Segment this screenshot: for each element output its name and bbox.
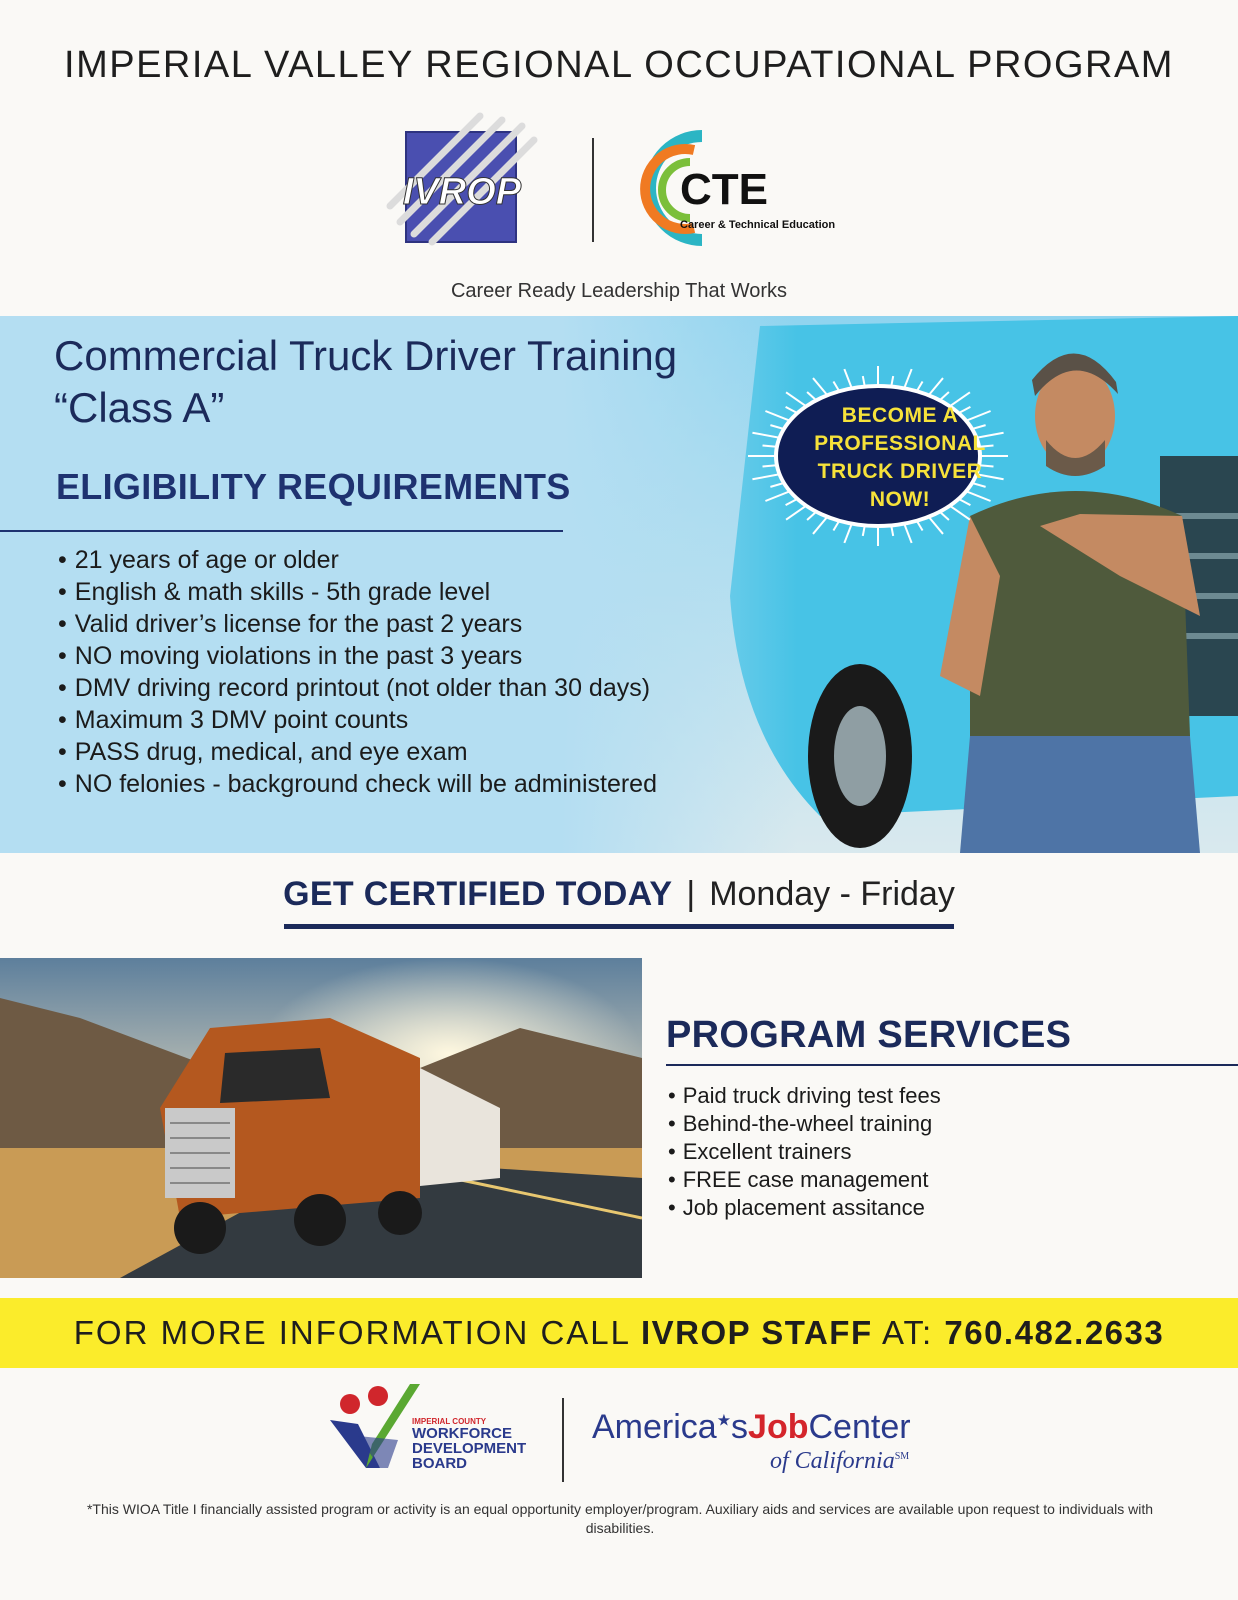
service-item: • Job placement assitance	[668, 1194, 941, 1222]
ajc-part4: Center	[808, 1408, 911, 1446]
ivrop-logo-text: IVROP	[402, 171, 522, 213]
contact-staff: IVROP STAFF	[640, 1314, 873, 1351]
burst-line: PROFESSIONAL	[814, 432, 986, 455]
contact-text	[0, 1314, 1238, 1352]
cte-logo	[632, 128, 862, 248]
certified-underline	[284, 924, 954, 929]
org-title: IMPERIAL VALLEY REGIONAL OCCUPATIONAL PROGRAM	[64, 44, 1174, 86]
ajc-part2: s	[731, 1408, 749, 1446]
tagline: Career Ready Leadership That Works	[450, 280, 788, 302]
burst-line: NOW!	[869, 488, 931, 511]
disclaimer: *This WIOA Title I financially assisted program or activity is an equal opportunity employer/program. Auxiliary aids and services are available upon request to individuals with disabilities.	[86, 1501, 1154, 1536]
contact-middle: AT:	[872, 1314, 945, 1351]
eligibility-list	[58, 544, 657, 800]
service-item: • Behind-the-wheel training	[668, 1110, 941, 1138]
eligibility-item: • NO moving violations in the past 3 years	[58, 640, 657, 672]
eligibility-heading: ELIGIBILITY REQUIREMENTS	[56, 466, 571, 507]
footer-divider	[562, 1398, 564, 1482]
contact-phone[interactable]: 760.482.2633	[944, 1314, 1165, 1351]
contact-banner	[0, 1298, 1238, 1368]
course-title	[54, 330, 677, 434]
eligibility-item: • English & math skills - 5th grade level	[58, 576, 657, 608]
cte-logo-sub: Career & Technical Education	[680, 219, 836, 231]
logo-row	[0, 108, 1238, 248]
wdb-line4: BOARD	[412, 1455, 467, 1472]
service-item: • Paid truck driving test fees	[668, 1082, 941, 1110]
logo-divider	[592, 138, 594, 242]
ajc-star-icon: ★	[716, 1412, 732, 1430]
wdb-line1: IMPERIAL COUNTY	[412, 1417, 487, 1426]
eligibility-item: • PASS drug, medical, and eye exam	[58, 736, 657, 768]
program-services-heading: PROGRAM SERVICES	[666, 1014, 1072, 1056]
ajc-subtitle	[770, 1448, 909, 1475]
program-services-divider	[666, 1064, 1238, 1066]
wdb-line3: DEVELOPMENT	[412, 1440, 527, 1457]
ajc-wordmark	[592, 1408, 911, 1447]
burst-text	[800, 402, 1000, 514]
contact-prefix: FOR MORE INFORMATION CALL	[73, 1314, 641, 1351]
workforce-board-logo	[328, 1380, 548, 1475]
wdb-line2: WORKFORCE	[412, 1425, 512, 1442]
ivrop-logo	[384, 108, 554, 248]
eligibility-item: • 21 years of age or older	[58, 544, 657, 576]
eligibility-item: • DMV driving record printout (not older than 30 days)	[58, 672, 657, 704]
certified-label: GET CERTIFIED TODAY	[283, 875, 673, 913]
certified-row	[0, 875, 1238, 914]
certified-separator: |	[686, 875, 696, 913]
cte-logo-text: CTE	[680, 165, 768, 214]
burst-line: TRUCK DRIVER	[817, 460, 983, 483]
course-title-line2: “Class A”	[54, 384, 225, 431]
eligibility-item: • Valid driver’s license for the past 2 years	[58, 608, 657, 640]
ajc-part1: America	[592, 1408, 717, 1446]
ajc-sm: SM	[894, 1451, 910, 1462]
eligibility-divider	[0, 530, 563, 532]
ajc-part3: Job	[748, 1408, 809, 1446]
eligibility-item: • Maximum 3 DMV point counts	[58, 704, 657, 736]
service-item: • Excellent trainers	[668, 1138, 941, 1166]
eligibility-item: • NO felonies - background check will be administered	[58, 768, 657, 800]
hero-section	[0, 316, 1238, 853]
americas-job-center-logo	[592, 1408, 952, 1478]
certified-days: Monday - Friday	[709, 875, 955, 913]
ajc-sub-text: of California	[770, 1448, 895, 1474]
program-services-list	[668, 1082, 941, 1222]
burst-line: BECOME A	[841, 404, 959, 427]
course-title-line1: Commercial Truck Driver Training	[54, 332, 678, 379]
service-item: • FREE case management	[668, 1166, 941, 1194]
semi-truck-photo	[0, 958, 642, 1278]
